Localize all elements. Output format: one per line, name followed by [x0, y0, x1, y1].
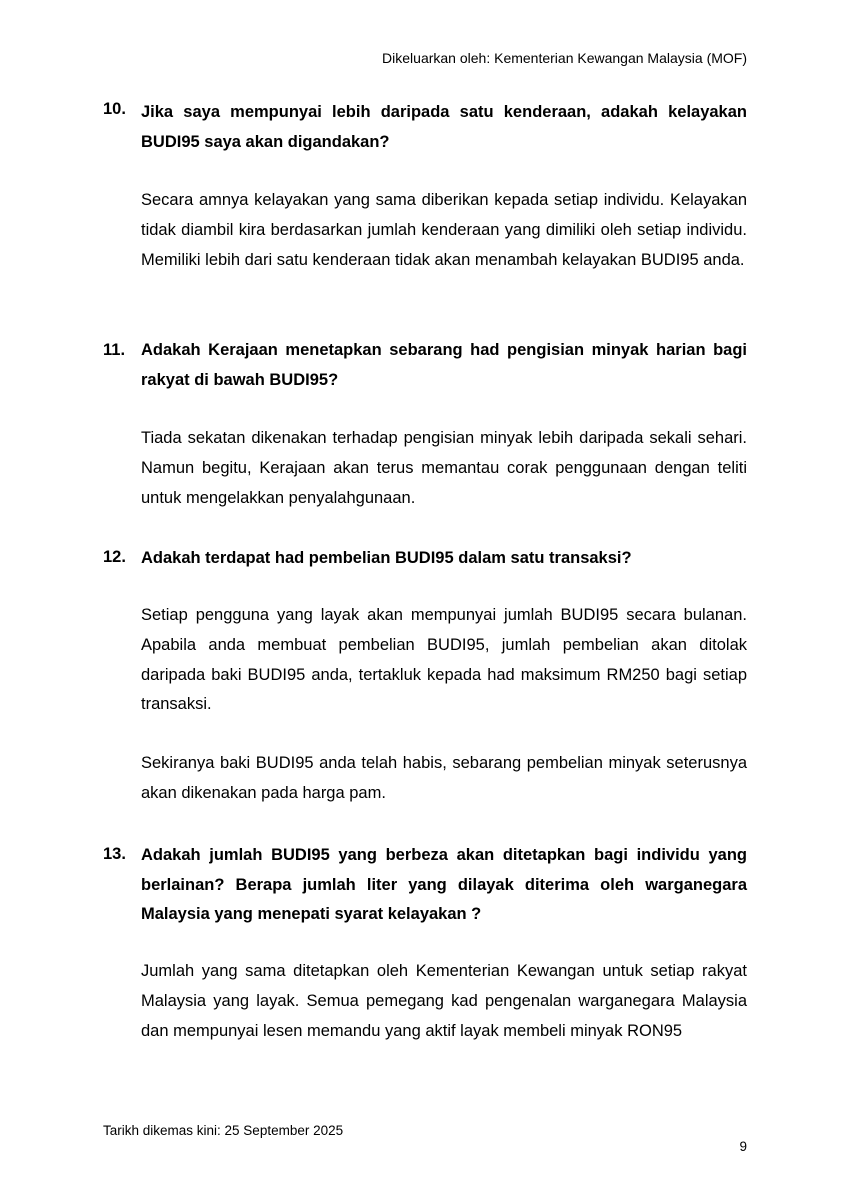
answer-paragraph: Setiap pengguna yang layak akan mempunyai jumlah BUDI95 secara bulanan. Apabila anda membuat pembelian BUDI95, jumlah pembelian akan ditolak daripada baki BUDI95 anda, tertakluk kepada had maksimum RM250 bagi setiap transaksi.: [141, 606, 747, 714]
question-text: Adakah terdapat had pembelian BUDI95 dalam satu transaksi?: [141, 549, 632, 567]
answer-paragraph: Jumlah yang sama ditetapkan oleh Kementerian Kewangan untuk setiap rakyat Malaysia yang layak. Semua pemegang kad pengenalan warganegara Malaysia dan mempunyai lesen memandu yang aktif layak membeli minyak RON95: [141, 962, 747, 1040]
question-text: Adakah jumlah BUDI95 yang berbeza akan ditetapkan bagi individu yang berlainan? Berapa jumlah liter yang dilayak diterima oleh warganegara Malaysia yang menepati syarat kelayakan ?: [141, 846, 747, 923]
page-footer: Tarikh dikemas kini: 25 September 2025: [103, 1123, 344, 1138]
page-number: 9: [739, 1139, 747, 1154]
question-text: Adakah Kerajaan menetapkan sebarang had pengisian minyak harian bagi rakyat di bawah BUDI95?: [141, 341, 747, 389]
question-number: 12.: [103, 548, 126, 566]
answer-paragraph: Sekiranya baki BUDI95 anda telah habis, sebarang pembelian minyak seterusnya akan dikenakan pada harga pam.: [141, 754, 747, 802]
answer-paragraph: Tiada sekatan dikenakan terhadap pengisian minyak lebih daripada sekali sehari. Namun begitu, Kerajaan akan terus memantau corak penggunaan dengan teliti untuk mengelakkan penyalahgunaan.: [141, 429, 747, 507]
question-number: 11.: [103, 341, 126, 359]
question-number: 10.: [103, 100, 126, 118]
answer-paragraph: Secara amnya kelayakan yang sama diberikan kepada setiap individu. Kelayakan tidak diambil kira berdasarkan jumlah kenderaan yang dimiliki oleh setiap individu. Memiliki lebih dari satu kenderaan tidak akan menambah kelayakan BUDI95 anda.: [141, 191, 747, 269]
page-header: Dikeluarkan oleh: Kementerian Kewangan Malaysia (MOF): [382, 50, 747, 66]
question-text: Jika saya mempunyai lebih daripada satu kenderaan, adakah kelayakan BUDI95 saya akan digandakan?: [141, 103, 747, 151]
question-number: 13.: [103, 845, 126, 863]
